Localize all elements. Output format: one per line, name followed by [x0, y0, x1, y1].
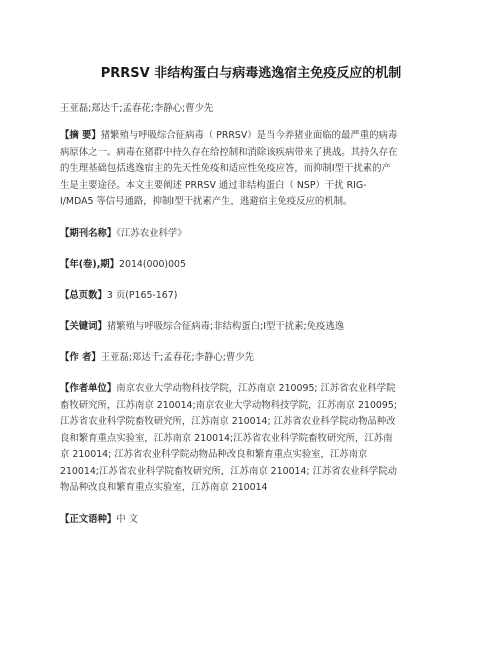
- affiliation-line: 南京农业大学动物科技学院，江苏南京 210095; 江苏省农业科学院: [116, 383, 396, 394]
- affiliation-line: 京 210014; 江苏省农业科学院动物品种改良和繁育重点实验室，江苏南京: [60, 449, 368, 460]
- abstract-section: [60, 128, 445, 211]
- pages-label: 【总页数】: [60, 290, 107, 301]
- abstract-line: 生是主要途径。本文主要阐述 PRRSV 通过非结构蛋白（ NSP）干扰 RIG-: [60, 179, 367, 191]
- abstract-line: Ⅰ/MDA5 等信号通路，抑制Ⅰ型干扰素产生，逃避宿主免疫反应的机制。: [60, 196, 353, 207]
- year-label: 【年(卷),期】: [60, 259, 120, 270]
- journal-label: 【期刊名称】: [60, 228, 117, 239]
- language-label: 【正文语种】: [60, 514, 117, 525]
- language-value: 中 文: [116, 514, 138, 525]
- affiliation-line: 江苏省农业科学院畜牧研究所，江苏南京 210014; 江苏省农业科学院动物品种改: [60, 416, 396, 427]
- year-value: 2014(000)005: [119, 259, 186, 270]
- affiliation-label: 【作者单位】: [60, 383, 117, 394]
- pages-value: 3 页(P165-167): [106, 290, 178, 301]
- keywords-row: [60, 319, 445, 336]
- pages-row: [60, 288, 445, 305]
- affiliation-line: 畜牧研究所，江苏南京 210014;南京农业大学动物科技学院，江苏南京 210095;: [60, 399, 397, 411]
- abstract-label: 【摘 要】: [60, 130, 101, 141]
- abstract-line: 病原体之一。病毒在猪群中持久存在给控制和消除该疾病带来了挑战。其持久存在: [60, 146, 398, 158]
- language-row: [60, 512, 445, 529]
- abstract-line: 的生理基础包括逃逸宿主的先天性免疫和适应性免疫应答，而抑制Ⅰ型干扰素的产: [60, 163, 391, 174]
- journal-row: [60, 226, 445, 243]
- author-row: [60, 350, 445, 367]
- affiliation-line: 210014;江苏省农业科学院畜牧研究所，江苏南京 210014; 江苏省农业科学院动: [60, 465, 397, 477]
- keywords-value: 猪繁殖与呼吸综合征病毒;非结构蛋白;Ⅰ型干扰素;免疫逃逸: [106, 321, 345, 332]
- affiliation-line: 物品种改良和繁育重点实验室，江苏南京 210014: [60, 482, 268, 493]
- abstract-line: 猪繁殖与呼吸综合征病毒（ PRRSV）是当今养猪业面临的最严重的病毒: [100, 130, 398, 141]
- affiliation-line: 良和繁育重点实验室，江苏南京 210014;江苏省农业科学院畜牧研究所，江苏南: [60, 432, 393, 444]
- author-list: 王亚磊;郑达千;孟春花;李静心;曹少先: [60, 103, 214, 114]
- affiliation-section: [60, 381, 445, 497]
- journal-value: 《江苏农业科学》: [116, 228, 187, 239]
- author-value: 王亚磊;郑达千;孟春花;李静心;曹少先: [100, 352, 255, 363]
- author-label: 【作 者】: [60, 352, 101, 363]
- year-row: [60, 257, 445, 274]
- document-title: PRRSV 非结构蛋白与病毒逃逸宿主免疫反应的机制: [100, 66, 402, 81]
- keywords-label: 【关键词】: [60, 321, 107, 332]
